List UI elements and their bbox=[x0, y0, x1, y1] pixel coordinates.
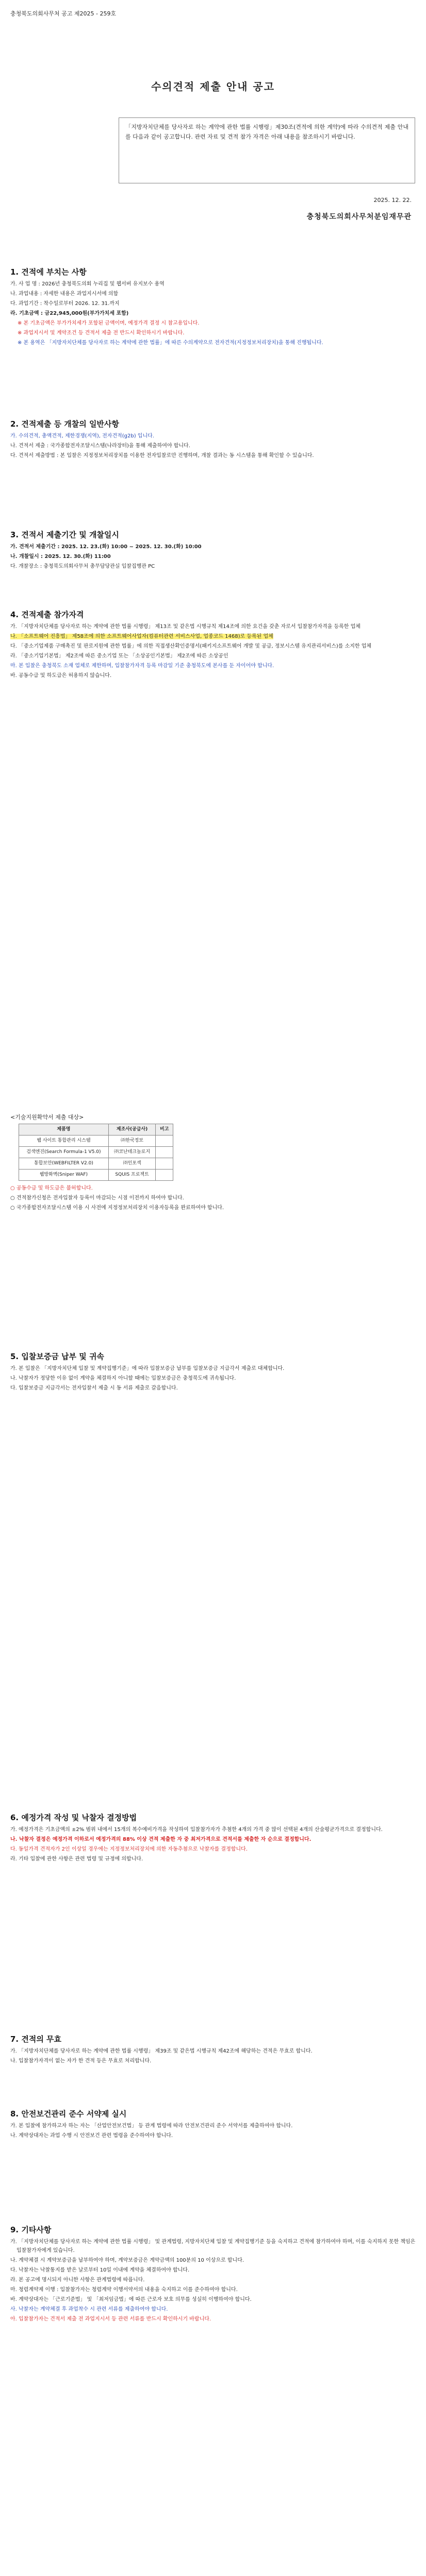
section-2-heading: 2. 견적제출 등 개찰의 일반사항 bbox=[10, 419, 119, 429]
sec3-item: 다. 개찰장소 : 충청북도의회사무처 총무담당관실 입찰집행관 PC bbox=[10, 564, 155, 569]
table-header: 제조사(공급사) bbox=[108, 1124, 156, 1136]
notice-date: 2025. 12. 22. bbox=[373, 197, 412, 204]
table-cell bbox=[156, 1147, 173, 1158]
section-8 bbox=[10, 2110, 416, 2141]
sec6-item: 가. 예정가격은 기초금액의 ±2% 범위 내에서 15개의 복수예비가격을 작성하여 입찰참가자가 추첨한 4개의 가격 중 많이 선택된 4개의 산술평균가격으로 결정합니다. bbox=[10, 1827, 383, 1833]
section-1-heading: 1. 견적에 부치는 사항 bbox=[10, 267, 87, 277]
table-cell: ㈜인포섹 bbox=[108, 1158, 156, 1170]
table-cell bbox=[156, 1136, 173, 1147]
section-5 bbox=[10, 1352, 416, 1394]
table-row bbox=[19, 1147, 173, 1158]
sec8-item: 가. 본 입찰에 참가하고자 하는 자는 「산업안전보건법」 등 관계 법령에 따라 안전보건관리 준수 서약서를 제출하여야 합니다. bbox=[10, 2123, 293, 2129]
sec4-item bbox=[10, 632, 416, 641]
tech-support-table-block bbox=[10, 1113, 416, 1213]
sec2-item: 다. 견적서 제출방법 : 본 입찰은 지정정보처리장치를 이용한 전자입찰로만 진행하며, 개찰 결과는 동 시스템을 통해 확인할 수 있습니다. bbox=[10, 453, 314, 459]
sec5-item: 나. 낙찰자가 정당한 이유 없이 계약을 체결하지 아니할 때에는 입찰보증금은 충청북도에 귀속됩니다. bbox=[10, 1376, 236, 1381]
sec4-item: 다. 「중소기업제품 구매촉진 및 판로지원에 관한 법률」에 의한 직접생산확인증명서(패키지소프트웨어 개발 및 공급, 정보시스템 유지관리서비스)를 소지한 업체 bbox=[10, 643, 372, 649]
table-row bbox=[19, 1158, 173, 1170]
section-4-heading: 4. 견적제출 참가자격 bbox=[10, 610, 84, 619]
sec1-note: ※ 과업지시서 및 계약조건 등 견적서 제출 전 반드시 확인하시기 바랍니다. bbox=[18, 330, 185, 336]
intro-box: 「지방자치단체를 당사자로 하는 계약에 관한 법률 시행령」제30조(견적에 의한 계약)에 따라 수의견적 제출 안내를 다음과 같이 공고합니다. 관련 자료 및 견적 참가 자격은 아래 내용을 참조하시기 바랍니다. bbox=[119, 117, 415, 183]
section-4 bbox=[10, 611, 416, 681]
section-3-heading: 3. 견적서 제출기간 및 개찰일시 bbox=[10, 530, 119, 539]
sec4b-item: ○ 국가종합전자조달시스템 이용 시 사전에 지정정보처리장치 이용자등록을 완료하여야 합니다. bbox=[10, 1205, 224, 1211]
sec9-item: 가. 「지방자치단체를 당사자로 하는 계약에 관한 법률 시행령」 및 관계법령, 지방자치단체 입찰 및 계약집행기준 등을 숙지하고 견적에 참가하여야 하며, 이를 숙지하지 못한 책임은 입찰참가자에게 있습니다. bbox=[10, 2239, 416, 2253]
section-6-heading: 6. 예정가격 작성 및 낙찰자 결정방법 bbox=[10, 1813, 137, 1822]
sec4b-item: ○ 공동수급 및 하도급은 불허합니다. bbox=[10, 1185, 93, 1191]
sec4-item: 바. 공동수급 및 하도급은 허용하지 않습니다. bbox=[10, 673, 112, 679]
sec5-item: 가. 본 입찰은 「지방자치단체 입찰 및 계약집행기준」에 따라 입찰보증금 납부를 입찰보증금 지급각서 제출로 대체합니다. bbox=[10, 1366, 285, 1371]
table-cell: 웹 사이트 통합관리 시스템 bbox=[19, 1136, 109, 1147]
section-7-heading: 7. 견적의 무효 bbox=[10, 2035, 62, 2044]
notice-number: 충청북도의회사무처 공고 제2025 - 259호 bbox=[10, 10, 117, 17]
sec6-item: 나. 낙찰자 결정은 예정가격 이하로서 예정가격의 88% 이상 견적 제출한 자 중 최저가격으로 견적서를 제출한 자 순으로 결정합니다. bbox=[10, 1837, 312, 1842]
issuing-org: 충청북도의회사무처분임재무관 bbox=[306, 213, 412, 221]
table-cell: SQUIS 프로젝트 bbox=[108, 1170, 156, 1181]
table-cell: ㈜코난테크놀로지 bbox=[108, 1147, 156, 1158]
sec9-item: 라. 본 공고에 명시되지 아니한 사항은 관계법령에 따릅니다. bbox=[10, 2277, 145, 2283]
section-1 bbox=[10, 268, 416, 348]
sec6-item: 다. 동일가격 견적자가 2인 이상일 경우에는 지정정보처리장치에 의한 자동추첨으로 낙찰자를 결정합니다. bbox=[10, 1846, 248, 1852]
section-3 bbox=[10, 531, 416, 572]
table-header: 제품명 bbox=[19, 1124, 109, 1136]
sec2-item: 나. 견적서 제출 : 국가종합전자조달시스템(나라장터)을 통해 제출하여야 합니다. bbox=[10, 443, 190, 449]
section-5-heading: 5. 입찰보증금 납부 및 귀속 bbox=[10, 1352, 104, 1361]
section-9 bbox=[10, 2226, 416, 2325]
sec9-item: 아. 입찰참가자는 견적서 제출 전 과업지시서 등 관련 서류를 반드시 확인하시기 바랍니다. bbox=[10, 2316, 211, 2322]
page-title: 수의견적 제출 안내 공고 bbox=[151, 80, 275, 93]
sec1-note: ※ 본 용역은 「지방자치단체를 당사자로 하는 계약에 관한 법률」에 따른 수의계약으로 전자견적(지정정보처리장치)을 통해 진행됩니다. bbox=[18, 340, 323, 346]
sec1-item: 라. 기초금액 : 금22,945,000원(부가가치세 포함) bbox=[10, 311, 129, 316]
sec5-item: 다. 입찰보증금 지급각서는 전자입찰서 제출 시 동 서류 제출로 갈음합니다. bbox=[10, 1385, 178, 1391]
table-cell: 검색엔진(Search Formula-1 V5.0) bbox=[19, 1147, 109, 1158]
sec1-item: 나. 과업내용 : 자세한 내용은 과업지시서에 의함 bbox=[10, 291, 119, 297]
sec3-item: 나. 개찰일시 : 2025. 12. 30.(화) 11:00 bbox=[10, 554, 111, 560]
table-row bbox=[19, 1170, 173, 1181]
table-cell: 웹방화벽(Sniper WAF) bbox=[19, 1170, 109, 1181]
sec1-item: 가. 사 업 명 : 2026년 충청북도의회 누리집 및 웹서버 유지보수 용역 bbox=[10, 281, 165, 287]
sec4-item-highlight: 나. 「소프트웨어 진흥법」 제58조에 의한 소프트웨어사업자(컴퓨터관련 서비스사업, 업종코드 1468)로 등록된 업체 bbox=[10, 634, 273, 639]
sec3-item: 가. 견적서 제출기간 : 2025. 12. 23.(화) 10:00 ~ 2025. 12. 30.(화) 10:00 bbox=[10, 544, 202, 550]
section-8-heading: 8. 안전보건관리 준수 서약제 실시 bbox=[10, 2109, 127, 2119]
sec4-item: 라. 「중소기업기본법」 제2조에 따른 중소기업 또는 「소상공인기본법」 제2조에 따른 소상공인 bbox=[10, 653, 228, 659]
sec1-note: ※ 본 기초금액은 부가가치세가 포함된 금액이며, 예정가격 결정 시 참고용입니다. bbox=[18, 320, 200, 326]
sec9-item: 마. 청렴계약제 이행 : 입찰참가자는 청렴계약 이행서약서의 내용을 숙지하고 이를 준수하여야 합니다. bbox=[10, 2287, 238, 2293]
table-header: 비고 bbox=[156, 1124, 173, 1136]
table-cell: ㈜한국정보 bbox=[108, 1136, 156, 1147]
sec9-item: 다. 낙찰자는 낙찰통지를 받은 날로부터 10일 이내에 계약을 체결하여야 합니다. bbox=[10, 2267, 190, 2273]
sec7-item: 나. 입찰참가자격이 없는 자가 한 견적 등은 무효로 처리합니다. bbox=[10, 2058, 152, 2064]
section-9-heading: 9. 기타사항 bbox=[10, 2225, 52, 2234]
section-6 bbox=[10, 1814, 416, 1865]
table-caption: <기술지원확약서 제출 대상> bbox=[10, 1114, 84, 1121]
section-2 bbox=[10, 420, 416, 461]
table-row bbox=[19, 1136, 173, 1147]
table-cell: 통합보안(WEBFILTER V2.0) bbox=[19, 1158, 109, 1170]
sec1-item: 다. 과업기간 : 착수일로부터 2026. 12. 31.까지 bbox=[10, 301, 120, 307]
sec9-item: 바. 계약상대자는 「근로기준법」 및 「최저임금법」에 따른 근로자 보호 의무를 성실히 이행하여야 합니다. bbox=[10, 2297, 252, 2302]
sec4-item: 가. 「지방자치단체를 당사자로 하는 계약에 관한 법률 시행령」 제13조 및 같은법 시행규칙 제14조에 의한 요건을 갖춘 자로서 입찰참가자격을 등록한 업체 bbox=[10, 624, 361, 630]
sec6-item: 라. 기타 입찰에 관한 사항은 관련 법령 및 규정에 의합니다. bbox=[10, 1856, 143, 1862]
sec8-item: 나. 계약상대자는 과업 수행 시 안전보건 관련 법령을 준수하여야 합니다. bbox=[10, 2133, 173, 2139]
table-cell bbox=[156, 1158, 173, 1170]
sec4-item: 마. 본 입찰은 충청북도 소재 업체로 제한하며, 입찰참가자격 등록 마감일 기준 충청북도에 본사를 둔 자이어야 합니다. bbox=[10, 663, 274, 669]
sec7-item: 가. 「지방자치단체를 당사자로 하는 계약에 관한 법률 시행령」 제39조 및 같은법 시행규칙 제42조에 해당하는 견적은 무효로 합니다. bbox=[10, 2048, 313, 2054]
table-cell bbox=[156, 1170, 173, 1181]
section-7 bbox=[10, 2035, 416, 2066]
sec2-item: 가. 수의견적, 총액견적, 제한경쟁(지역), 전자견적(g2b) 입니다. bbox=[10, 433, 154, 439]
tech-support-table bbox=[19, 1124, 173, 1181]
sec9-item: 사. 낙찰자는 계약체결 후 과업착수 시 관련 서류를 제출하여야 합니다. bbox=[10, 2307, 168, 2312]
sec4b-item: ○ 견적참가신청은 전자입찰자 등록이 마감되는 시점 이전까지 하여야 합니다. bbox=[10, 1195, 184, 1201]
sec9-item: 나. 계약체결 시 계약보증금을 납부하여야 하며, 계약보증금은 계약금액의 100분의 10 이상으로 합니다. bbox=[10, 2258, 244, 2263]
